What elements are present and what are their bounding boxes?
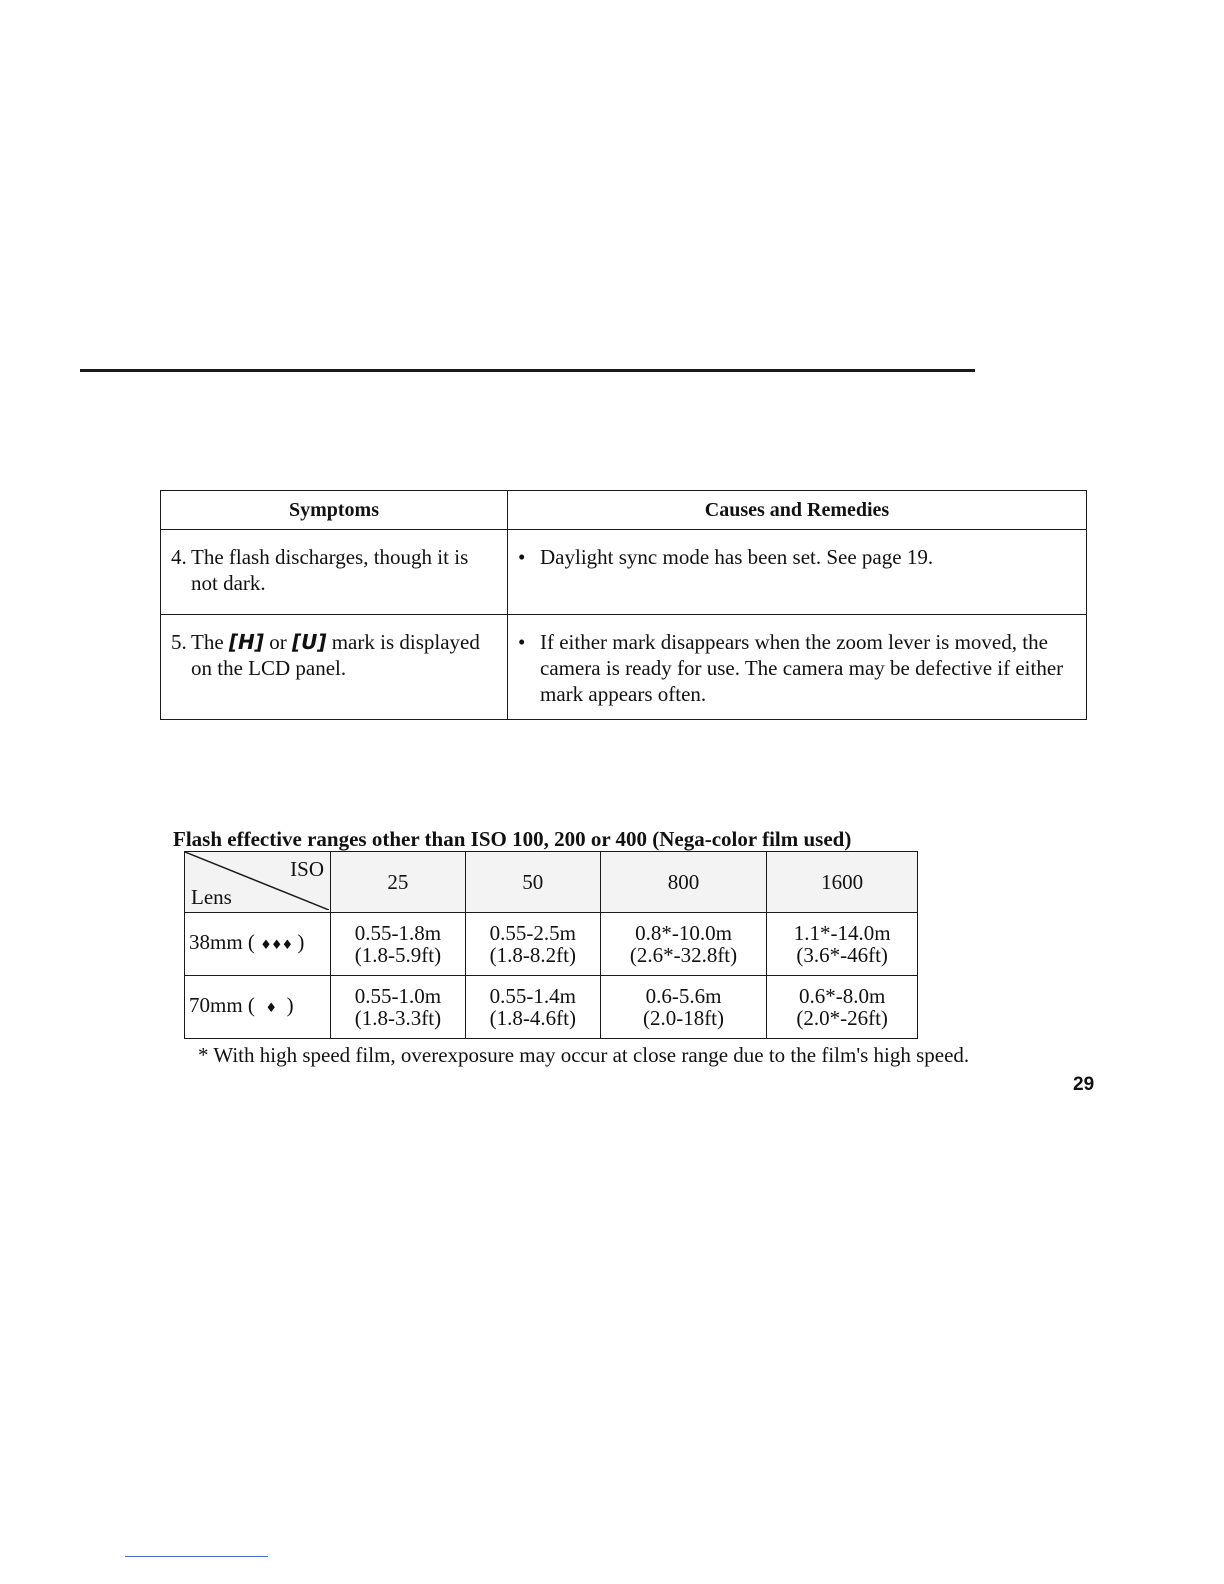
range-cell: 0.55-2.5m (1.8-8.2ft) <box>465 913 600 976</box>
bullet-icon: • <box>518 630 526 654</box>
table-row <box>185 913 918 976</box>
flash-range-title: Flash effective ranges other than ISO 100, 200 or 400 (Nega-color film used) <box>173 827 852 851</box>
troubleshooting-table <box>160 490 1087 720</box>
remedy-text: If either mark disappears when the zoom lever is moved, the camera is ready for use. The camera may be defective if either mark appears often. <box>540 630 1064 706</box>
header-symptoms: Symptoms <box>161 491 508 530</box>
flash-range-table <box>184 851 918 1039</box>
table-row <box>161 615 1087 720</box>
iso-label: ISO <box>290 857 324 881</box>
iso-header: 800 <box>600 852 767 913</box>
range-cell: 0.6*-8.0m (2.0*-26ft) <box>767 976 918 1039</box>
iso-header: 50 <box>465 852 600 913</box>
page-number: 29 <box>1073 1074 1095 1095</box>
top-rule <box>80 369 975 372</box>
range-cell: 0.6-5.6m (2.0-18ft) <box>600 976 767 1039</box>
header-causes-remedies: Causes and Remedies <box>508 491 1087 530</box>
footnote: * With high speed film, overexposure may occur at close range due to the film's high speed. <box>198 1043 970 1067</box>
table-header-row <box>161 491 1087 530</box>
lcd-h-mark: [H] <box>228 630 264 654</box>
range-cell: 0.55-1.4m (1.8-4.6ft) <box>465 976 600 1039</box>
range-cell: 0.8*-10.0m (2.6*-32.8ft) <box>600 913 767 976</box>
bullet-icon: • <box>518 545 526 569</box>
symptom-text: The [H] or [U] mark is displayed on the LCD panel. <box>191 630 480 680</box>
bottom-rule <box>125 1556 268 1557</box>
iso-header: 1600 <box>767 852 918 913</box>
wide-flash-icon: ♦♦♦ <box>260 938 293 953</box>
remedy-cell <box>508 615 1087 720</box>
symptom-cell <box>161 530 508 615</box>
iso-header-row <box>185 852 918 913</box>
corner-header-cell <box>185 852 331 913</box>
lens-cell: 38mm ( ♦♦♦ ) <box>185 913 331 976</box>
table-row <box>185 976 918 1039</box>
remedy-text: Daylight sync mode has been set. See page 19. <box>540 545 934 569</box>
lens-label: Lens <box>191 885 232 909</box>
iso-header: 25 <box>331 852 466 913</box>
lens-cell: 70mm ( ♦ ) <box>185 976 331 1039</box>
tele-flash-icon: ♦ <box>265 1001 277 1016</box>
item-number: 4. <box>171 545 187 569</box>
symptom-text: The flash discharges, though it is not dark. <box>191 545 469 595</box>
range-cell: 0.55-1.0m (1.8-3.3ft) <box>331 976 466 1039</box>
table-row <box>161 530 1087 615</box>
lcd-u-mark: [U] <box>291 630 327 654</box>
item-number: 5. <box>171 630 187 654</box>
symptom-cell <box>161 615 508 720</box>
remedy-cell <box>508 530 1087 615</box>
range-cell: 1.1*-14.0m (3.6*-46ft) <box>767 913 918 976</box>
range-cell: 0.55-1.8m (1.8-5.9ft) <box>331 913 466 976</box>
